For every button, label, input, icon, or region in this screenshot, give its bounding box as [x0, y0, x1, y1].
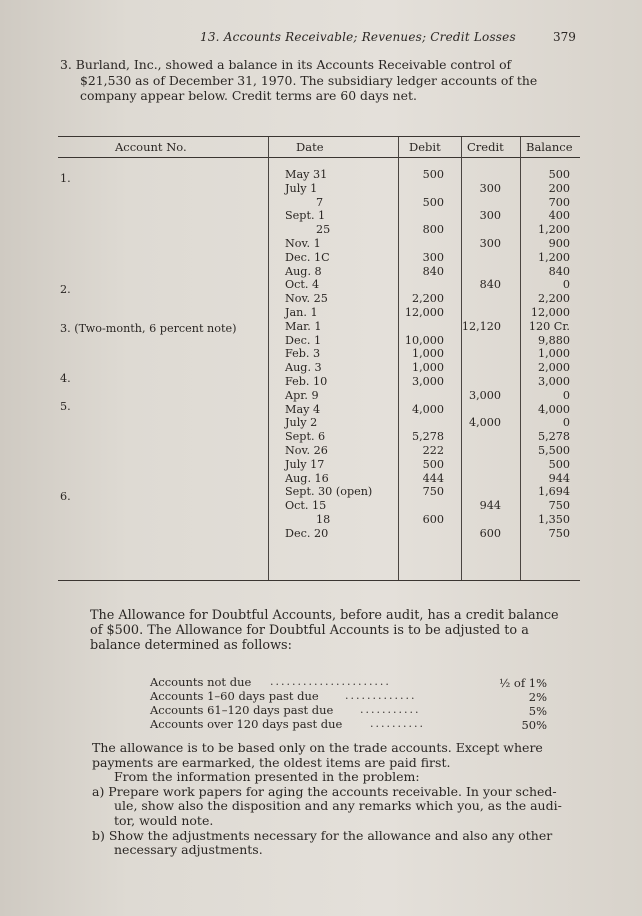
running-header: 13. Accounts Receivable; Revenues; Credit Losses [200, 30, 516, 44]
instruction-line: payments are earmarked, the oldest items are paid first. [92, 754, 451, 770]
row-date: Nov. 1 [285, 237, 321, 250]
row-balance: 840 [548, 264, 570, 278]
row-credit: 300 [479, 237, 501, 250]
row-credit: 600 [479, 526, 501, 540]
row-date: Nov. 25 [285, 292, 328, 306]
problem-line: company appear below. Credit terms are 60 days net. [80, 88, 417, 103]
schedule-label: Accounts 1–60 days past due [150, 689, 319, 703]
row-date: Aug. 16 [285, 471, 329, 485]
row-date: Jan. 1 [285, 306, 318, 319]
row-date: Dec. 20 [285, 526, 329, 540]
account-label: 4. [60, 372, 71, 385]
row-balance: 944 [548, 471, 570, 485]
row-debit: 2,200 [411, 292, 444, 306]
row-balance: 1,000 [537, 347, 570, 361]
row-date: Aug. 3 [285, 361, 322, 375]
problem-statement [60, 57, 580, 104]
requirement-a: ule, show also the disposition and any remarks which you, as the audi- [114, 798, 562, 814]
row-credit: 300 [479, 181, 501, 195]
row-balance: 0 [562, 278, 570, 292]
problem-line: $21,530 as of December 31, 1970. The subsidiary ledger accounts of the [80, 72, 538, 88]
row-balance: 120 Cr. [528, 319, 570, 333]
row-debit: 500 [422, 457, 444, 471]
requirement-a: a) Prepare work papers for aging the accounts receivable. In your sched- [92, 783, 557, 799]
row-date: Apr. 9 [285, 388, 319, 402]
row-balance: 200 [548, 181, 570, 195]
row-balance: 750 [548, 526, 570, 540]
row-debit: 3,000 [411, 375, 444, 388]
allowance-line: The Allowance for Doubtful Accounts, before audit, has a credit balance [90, 608, 559, 623]
row-date: 18 [316, 513, 331, 526]
row-debit: 500 [422, 168, 444, 181]
row-date: Dec. 1C [285, 250, 330, 264]
row-debit: 4,000 [411, 402, 444, 416]
row-date: Sept. 30 (open) [285, 485, 373, 499]
row-balance: 9,880 [537, 333, 570, 347]
account-label: 5. [60, 400, 71, 413]
schedule-rate: 50% [521, 718, 547, 732]
row-balance: 5,500 [537, 444, 570, 457]
header-date: Date [296, 140, 324, 154]
row-date: 25 [316, 223, 331, 237]
leader-dots: ........... [360, 703, 421, 716]
column-divider [461, 137, 462, 580]
leader-dots: .......... [370, 717, 425, 730]
row-balance: 400 [548, 209, 570, 223]
row-date: May 31 [285, 168, 328, 181]
row-balance: 750 [548, 499, 570, 513]
row-credit: 300 [479, 209, 501, 223]
row-credit: 4,000 [468, 416, 501, 430]
row-credit: 3,000 [468, 388, 501, 402]
row-balance: 0 [562, 416, 570, 430]
schedule-rate: ½ of 1% [499, 676, 547, 690]
row-debit: 300 [422, 250, 444, 264]
row-date: July 2 [285, 416, 318, 430]
row-date: Sept. 1 [285, 209, 326, 223]
row-date: July 17 [285, 457, 325, 471]
row-balance: 12,000 [530, 306, 570, 319]
requirement-a: tor, would note. [114, 812, 214, 828]
row-balance: 900 [548, 237, 570, 250]
row-debit: 800 [422, 223, 444, 237]
schedule-rate: 5% [528, 704, 547, 718]
schedule-label: Accounts over 120 days past due [150, 717, 343, 731]
row-debit: 5,278 [411, 430, 444, 444]
schedule-label: Accounts not due [150, 675, 252, 689]
account-label: 6. [60, 490, 71, 503]
allowance-line: of $500. The Allowance for Doubtful Accounts is to be adjusted to a [90, 623, 529, 638]
row-debit: 840 [422, 264, 444, 278]
page-number: 379 [553, 30, 576, 44]
row-balance: 2,200 [537, 292, 570, 306]
row-debit: 1,000 [411, 361, 444, 375]
account-label: 1. [60, 172, 71, 185]
row-balance: 2,000 [537, 361, 570, 375]
instructions [92, 741, 602, 858]
row-balance: 500 [548, 457, 570, 471]
row-balance: 5,278 [537, 430, 570, 444]
row-date: Dec. 1 [285, 333, 322, 347]
leader-dots: ............. [345, 689, 417, 702]
allowance-line: balance determined as follows: [90, 638, 292, 653]
row-date: Mar. 1 [285, 319, 322, 333]
row-date: Feb. 10 [285, 375, 328, 388]
row-debit: 444 [422, 471, 444, 485]
row-debit: 500 [422, 195, 444, 209]
allowance-paragraph [90, 608, 590, 653]
row-debit: 222 [422, 444, 444, 457]
schedule-rate: 2% [528, 690, 547, 704]
account-label: 3. (Two-month, 6 percent note) [60, 322, 237, 335]
row-date: Oct. 4 [285, 278, 320, 292]
row-debit: 750 [422, 485, 444, 499]
row-balance: 500 [548, 168, 570, 181]
row-credit: 840 [479, 278, 501, 292]
row-credit: 944 [479, 499, 501, 513]
schedule-label: Accounts 61–120 days past due [150, 703, 334, 717]
row-date: Feb. 3 [285, 347, 321, 361]
row-credit: 12,120 [461, 319, 501, 333]
problem-line: 3. Burland, Inc., showed a balance in its Accounts Receivable control of [60, 57, 512, 72]
row-debit: 12,000 [404, 306, 444, 319]
table-bottom-rule [58, 580, 580, 581]
row-date: Aug. 8 [285, 264, 322, 278]
row-balance: 700 [548, 195, 570, 209]
row-debit: 10,000 [404, 333, 444, 347]
row-balance: 1,200 [537, 223, 570, 237]
row-date: Sept. 6 [285, 430, 326, 444]
account-label: 2. [60, 283, 71, 296]
requirement-b: necessary adjustments. [114, 842, 263, 858]
row-balance: 3,000 [537, 375, 570, 388]
header-credit: Credit [467, 140, 504, 154]
row-debit: 600 [422, 513, 444, 526]
instruction-line: The allowance is to be based only on the trade accounts. Except where [92, 740, 543, 755]
row-balance: 0 [562, 388, 570, 402]
row-date: 7 [316, 195, 324, 209]
row-date: July 1 [285, 181, 318, 195]
row-balance: 1,200 [537, 250, 570, 264]
header-account-no: Account No. [115, 140, 187, 154]
table-top-rule [58, 136, 580, 137]
row-date: Nov. 26 [285, 444, 328, 457]
table-header-rule [58, 157, 580, 158]
header-debit: Debit [409, 140, 441, 154]
row-date: Oct. 15 [285, 499, 327, 513]
row-debit: 1,000 [411, 347, 444, 361]
leader-dots: ...................... [270, 675, 391, 688]
row-balance: 4,000 [537, 402, 570, 416]
header-balance: Balance [526, 140, 573, 154]
row-balance: 1,350 [537, 513, 570, 526]
instruction-line: From the information presented in the problem: [114, 769, 420, 785]
row-date: May 4 [285, 402, 321, 416]
column-divider [268, 137, 269, 580]
requirement-b: b) Show the adjustments necessary for the allowance and also any other [92, 827, 553, 843]
row-balance: 1,694 [537, 485, 570, 499]
